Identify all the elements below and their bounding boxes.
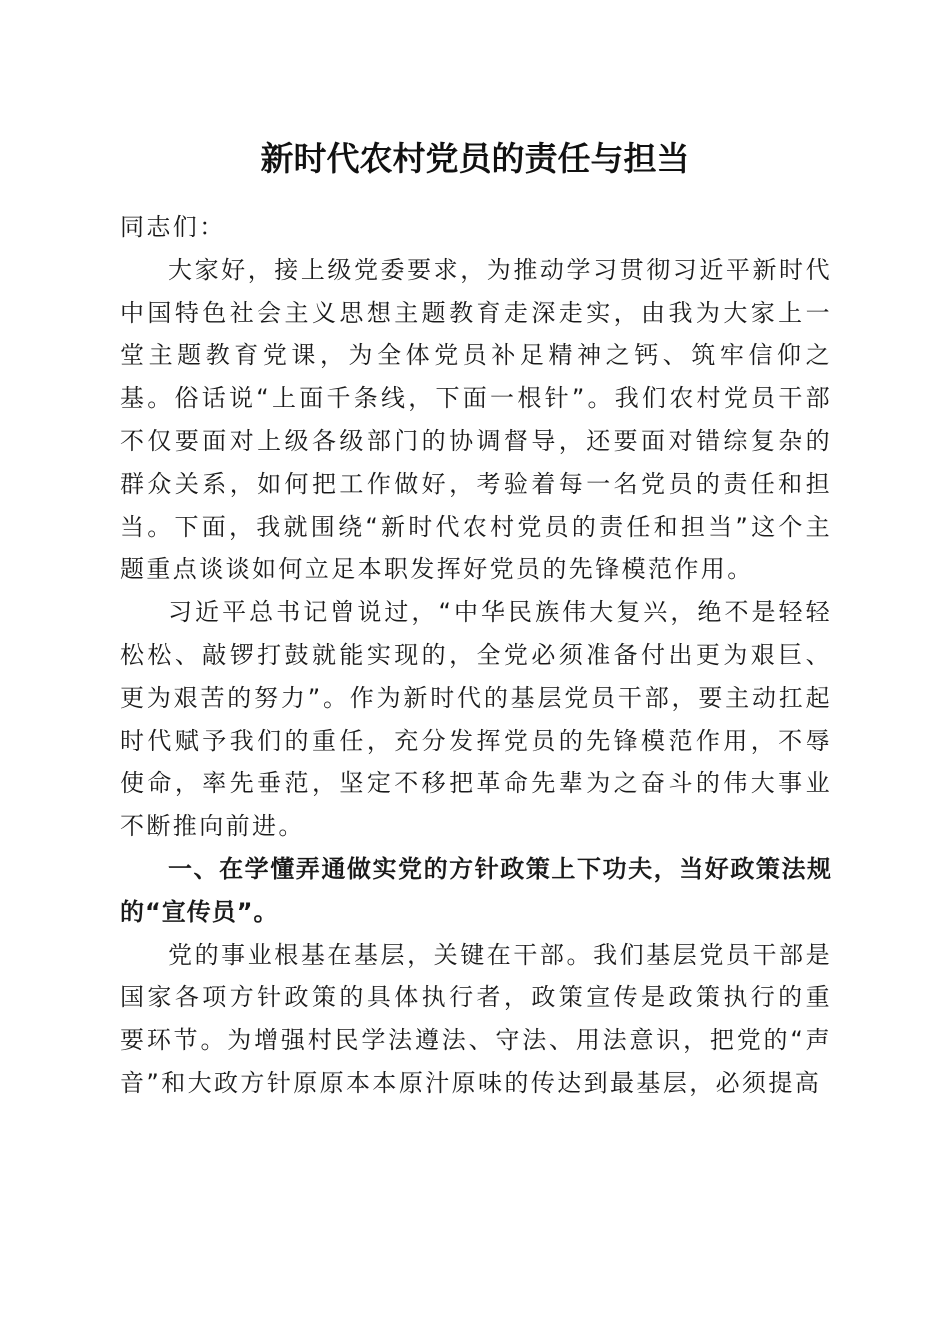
page-title: 新时代农村党员的责任与担当 <box>260 139 690 178</box>
paragraph-intro: 大家好，接上级党委要求，为推动学习贯彻习近平新时代中国特色社会主义思想主题教育走深走实，由我为大家上一堂主题教育党课，为全体党员补足精神之钙、筑牢信仰之基。俗话说“上面千条线，下面一根针”。我们农村党员干部不仅要面对上级各级部门的协调督导，还要面对错综复杂的群众关系，如何把工作做好，考验着每一名党员的责任和担当。下面，我就围绕“新时代农村党员的责任和担当”这个主题重点谈谈如何立足本职发挥好党员的先锋模范作用。 <box>120 255 832 584</box>
salutation: 同志们： <box>120 213 226 241</box>
paragraph-quote: 习近平总书记曾说过，“中华民族伟大复兴，绝不是轻轻松松、敲锣打鼓就能实现的，全党必须准备付出更为艰巨、更为艰苦的努力”。作为新时代的基层党员干部，要主动扛起时代赋予我们的重任，充分发挥党员的先锋模范作用，不辱使命，率先垂范，坚定不移把革命先辈为之奋斗的伟大事业不断推向前进。 <box>120 598 832 841</box>
section-paragraph: 党的事业根基在基层，关键在干部。我们基层党员干部是国家各项方针政策的具体执行者，政策宣传是政策执行的重要环节。为增强村民学法遵法、守法、用法意识，把党的“声音”和大政方针原原本本原汁原味的传达到最基层，必须提高 <box>120 940 832 1097</box>
section-heading: 一、在学懂弄通做实党的方针政策上下功夫，当好政策法规的“宣传员”。 <box>120 854 832 926</box>
document-body <box>120 206 832 1105</box>
